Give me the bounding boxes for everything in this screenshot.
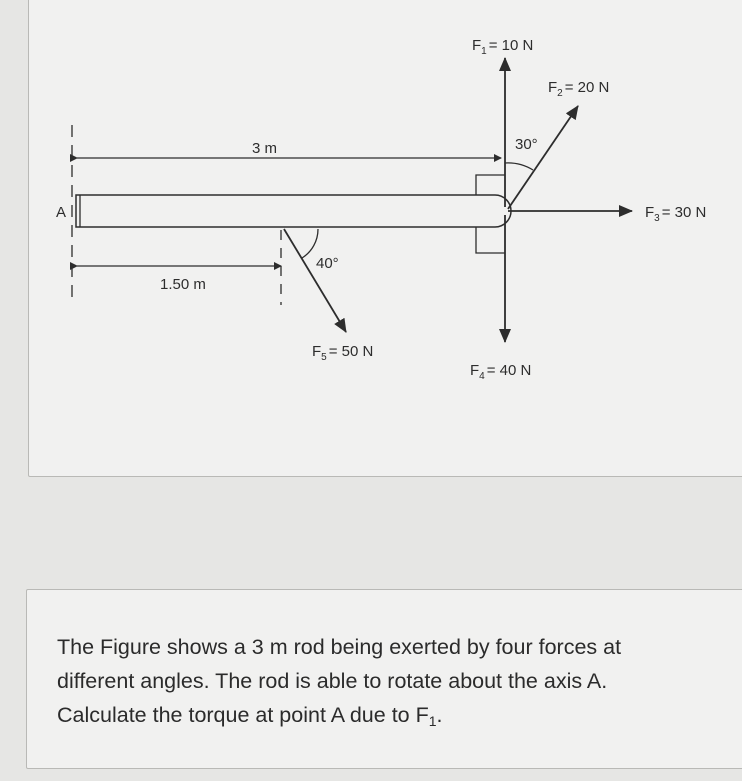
half-length-label: 1.50 m	[160, 276, 206, 293]
axis-label-a: A	[56, 204, 67, 221]
right-angle-bottom	[476, 227, 505, 253]
rod-length-label: 3 m	[252, 140, 278, 157]
force-label-f5: $F_5 = 50$ N	[312, 343, 374, 363]
right-angle-top	[476, 175, 505, 195]
angle-arc-f2	[505, 163, 533, 170]
force-label-f3: $F_3 = 30$ N	[645, 204, 707, 224]
question-line-3-subscript: 1	[428, 713, 437, 729]
angle-label-f5: 40°	[316, 255, 339, 272]
question-line-3-period: .	[436, 703, 443, 727]
angle-label-f2: 30°	[515, 136, 538, 153]
force-f2-arrow	[508, 106, 578, 209]
angle-arc-f5	[302, 229, 318, 258]
force-label-f2: $F_2 = 20$ N	[548, 79, 610, 99]
question-line-3-text: Calculate the torque at point A due to F	[57, 703, 429, 727]
question-line-3	[57, 698, 737, 738]
question-line-1: The Figure shows a 3 m rod being exerted by four forces at	[57, 635, 622, 659]
force-label-f4: $F_4 = 40$ N	[470, 362, 532, 382]
question-line-2: different angles. The rod is able to rotate about the axis A.	[57, 669, 608, 693]
rod	[76, 195, 511, 227]
question-text	[57, 630, 737, 738]
force-label-f1: $F_1 = 10$ N	[472, 37, 534, 57]
